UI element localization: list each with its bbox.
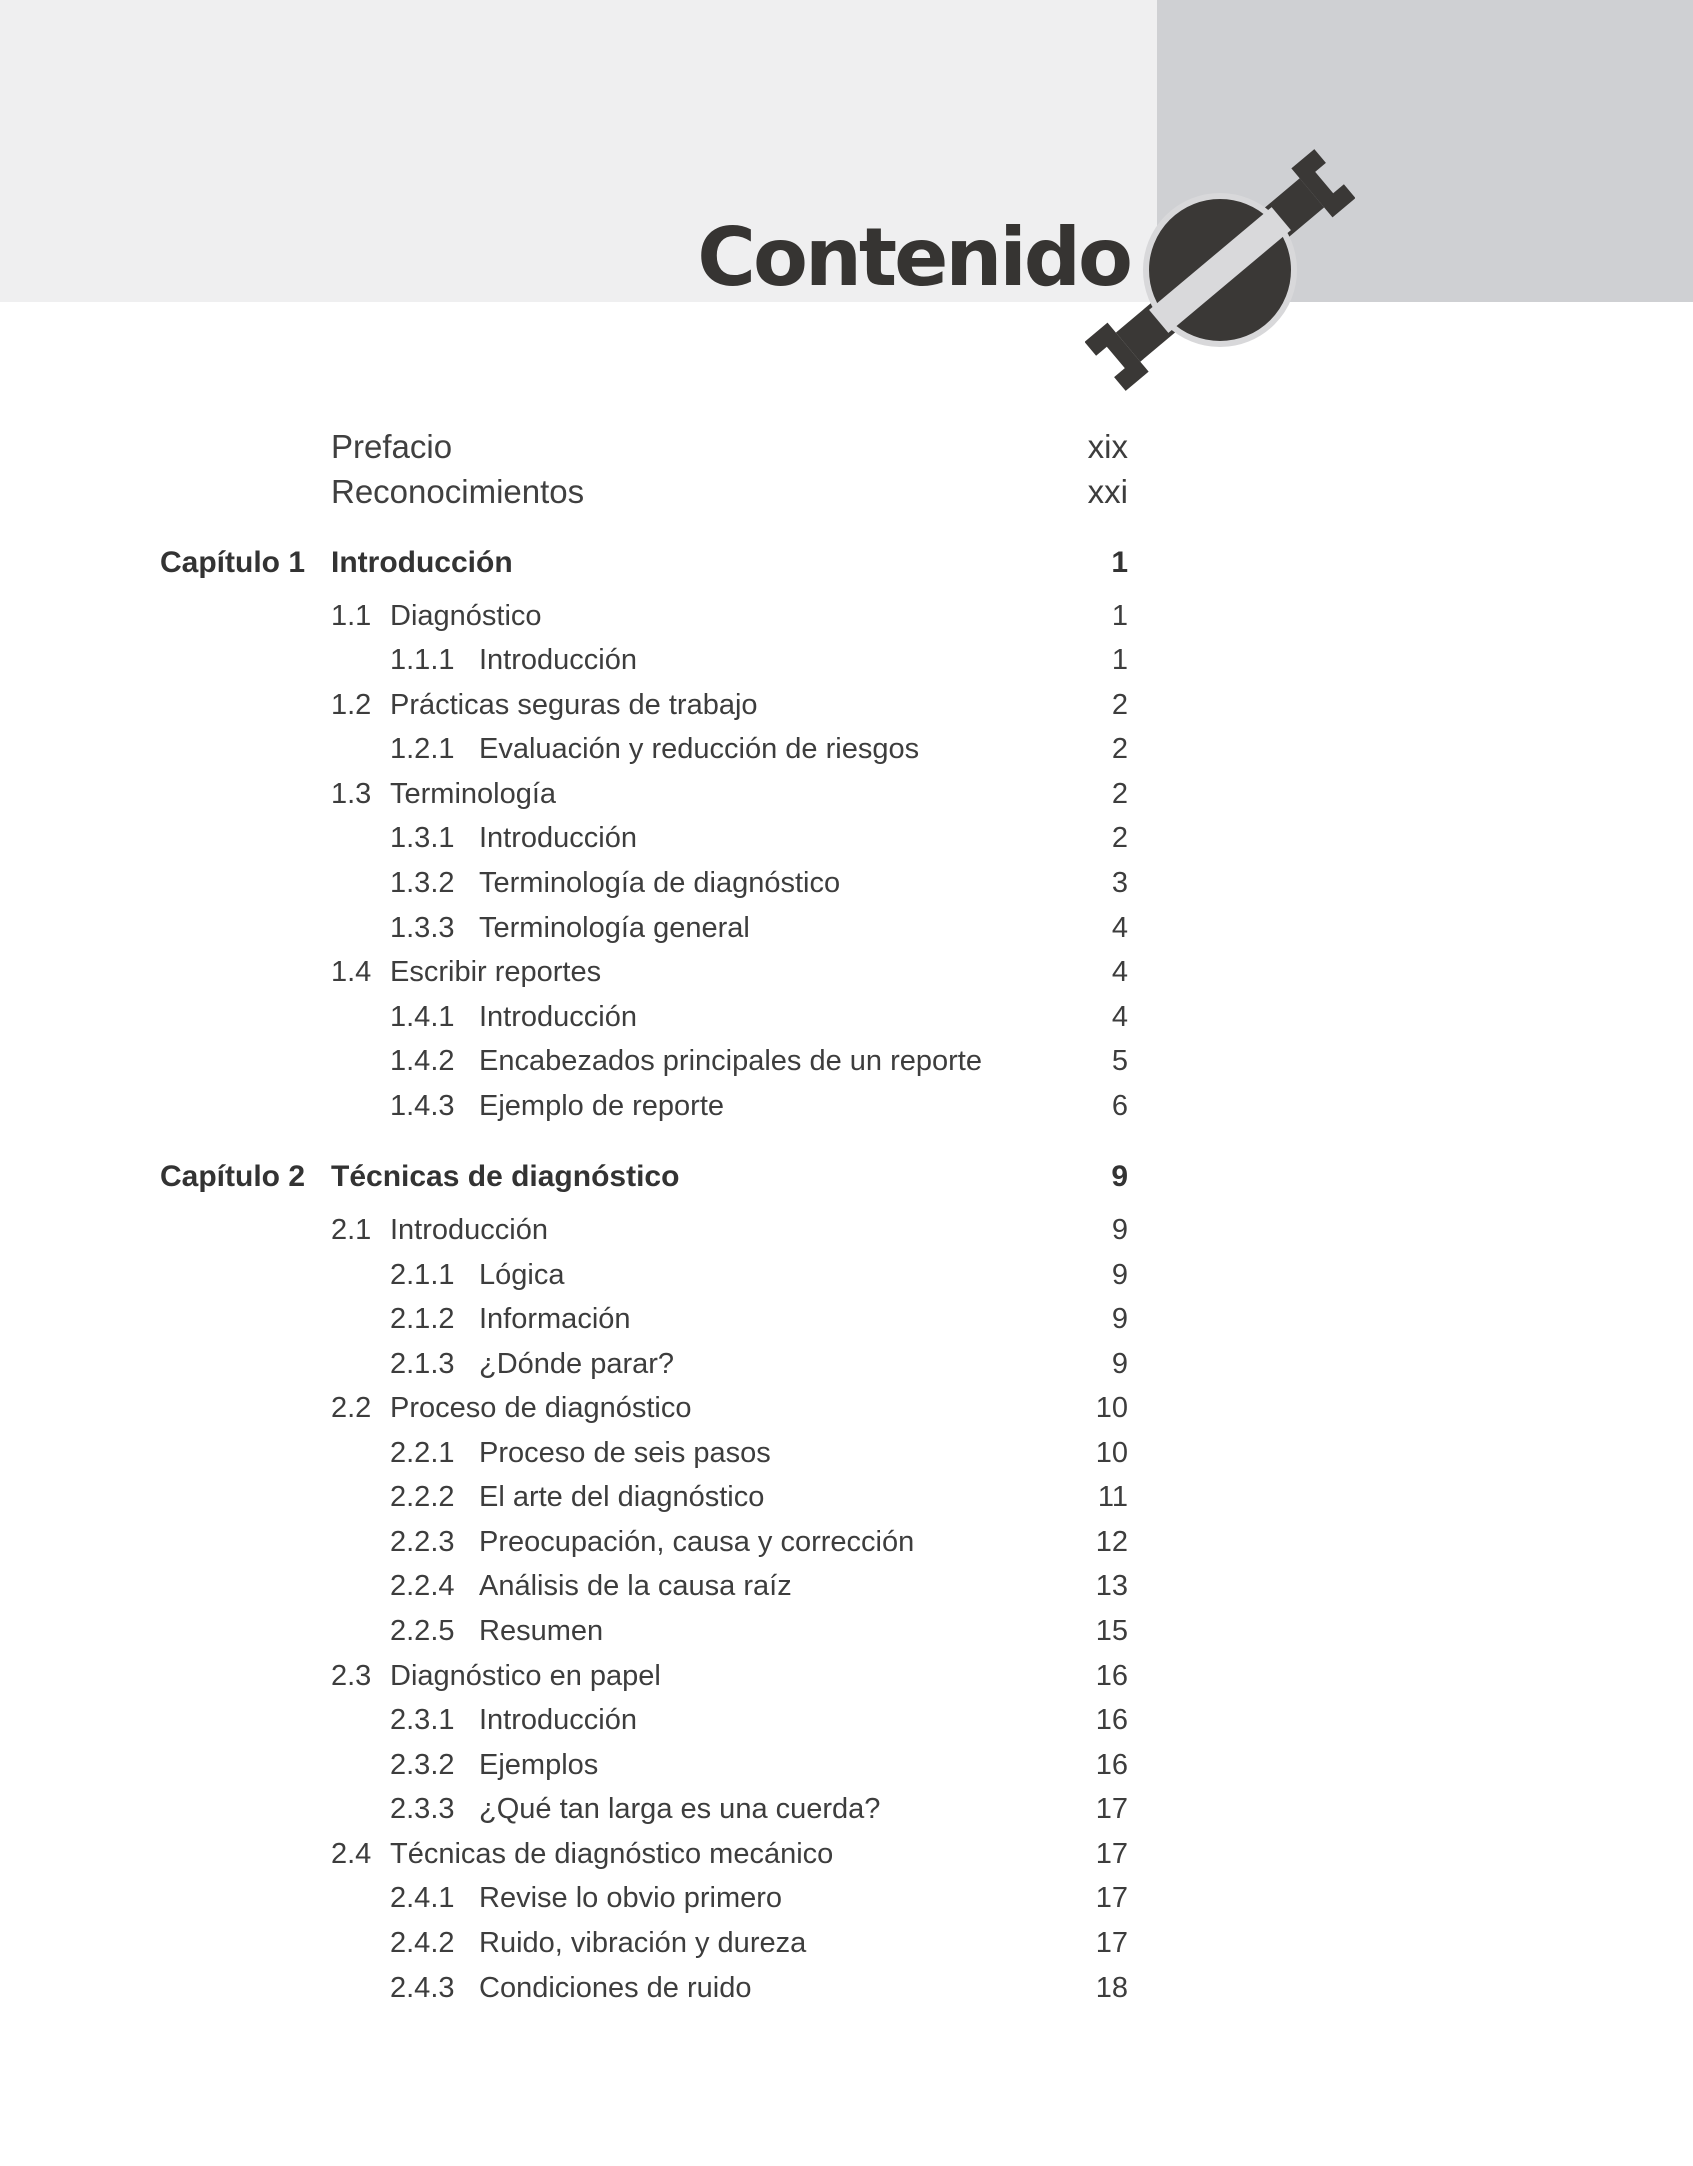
section-number: 1.3	[331, 778, 372, 810]
toc-subsection[interactable]	[0, 861, 1693, 905]
subsection-number: 2.4.2	[390, 1927, 455, 1959]
subsection-title: Resumen	[479, 1615, 604, 1647]
section-title: Diagnóstico en papel	[390, 1660, 661, 1692]
subsection-number: 2.2.1	[390, 1437, 455, 1469]
page-number: 11	[1097, 1481, 1128, 1513]
toc-subsection[interactable]	[0, 1609, 1693, 1653]
subsection-number: 1.1.1	[390, 644, 455, 676]
page-number: 17	[1095, 1882, 1128, 1914]
toc-subsection[interactable]	[0, 727, 1693, 771]
subsection-title: Análisis de la causa raíz	[479, 1570, 792, 1602]
toc-subsection[interactable]	[0, 1564, 1693, 1608]
subsection-title: Encabezados principales de un reporte	[479, 1045, 982, 1077]
subsection-number: 2.2.5	[390, 1615, 455, 1647]
page-number: 9	[1111, 1259, 1128, 1291]
page-number: 6	[1111, 1090, 1128, 1122]
subsection-number: 2.2.2	[390, 1481, 455, 1513]
toc-section[interactable]	[0, 683, 1693, 727]
subsection-number: 1.3.2	[390, 867, 455, 899]
subsection-number: 1.2.1	[390, 733, 455, 765]
page-number: 1	[1111, 546, 1128, 579]
subsection-number: 1.4.3	[390, 1090, 455, 1122]
toc-subsection[interactable]	[0, 1084, 1693, 1128]
subsection-number: 1.3.3	[390, 912, 455, 944]
page-number: 18	[1095, 1972, 1128, 2004]
toc-subsection[interactable]	[0, 1475, 1693, 1519]
page-number: 17	[1095, 1927, 1128, 1959]
toc-chapter-1[interactable]	[0, 541, 1693, 585]
subsection-number: 1.3.1	[390, 822, 455, 854]
subsection-title: ¿Dónde parar?	[479, 1348, 675, 1380]
chapter-title: Técnicas de diagnóstico	[331, 1160, 680, 1193]
toc-subsection[interactable]	[0, 1876, 1693, 1920]
toc-subsection[interactable]	[0, 1431, 1693, 1475]
page-number: 16	[1095, 1660, 1128, 1692]
page-number: 15	[1095, 1615, 1128, 1647]
section-title: Terminología	[390, 778, 557, 810]
page-number: 16	[1095, 1749, 1128, 1781]
subsection-title: Proceso de seis pasos	[479, 1437, 771, 1469]
page-number: 4	[1111, 956, 1128, 988]
page-number: 2	[1111, 733, 1128, 765]
subsection-title: ¿Qué tan larga es una cuerda?	[479, 1793, 881, 1825]
page-number: xxi	[1087, 473, 1128, 510]
toc-section[interactable]	[0, 1654, 1693, 1698]
subsection-number: 2.2.3	[390, 1526, 455, 1558]
section-number: 2.3	[331, 1660, 372, 1692]
page-number: 10	[1095, 1437, 1128, 1469]
section-number: 2.2	[331, 1392, 372, 1424]
subsection-title: Revise lo obvio primero	[479, 1882, 783, 1914]
subsection-number: 2.3.2	[390, 1749, 455, 1781]
subsection-title: Introducción	[479, 1001, 637, 1033]
section-number: 1.4	[331, 956, 372, 988]
section-title: Introducción	[390, 1214, 548, 1246]
subsection-number: 1.4.2	[390, 1045, 455, 1077]
subsection-number: 2.3.3	[390, 1793, 455, 1825]
page-title: Contenido	[697, 211, 1130, 304]
page-number: 1	[1111, 644, 1128, 676]
toc-subsection[interactable]	[0, 1966, 1693, 2010]
section-title: Prácticas seguras de trabajo	[390, 689, 758, 721]
section-number: 1.2	[331, 689, 372, 721]
toc-subsection[interactable]	[0, 1297, 1693, 1341]
section-title: Diagnóstico	[390, 600, 542, 632]
page-number: 4	[1111, 1001, 1128, 1033]
toc-section[interactable]	[0, 772, 1693, 816]
toc-subsection[interactable]	[0, 1520, 1693, 1564]
page-number: 9	[1111, 1214, 1128, 1246]
subsection-title: Terminología general	[479, 912, 750, 944]
toc-subsection[interactable]	[0, 995, 1693, 1039]
page-number: 2	[1111, 822, 1128, 854]
toc-section[interactable]	[0, 1208, 1693, 1252]
toc-subsection[interactable]	[0, 906, 1693, 950]
subsection-number: 2.4.1	[390, 1882, 455, 1914]
subsection-number: 2.2.4	[390, 1570, 455, 1602]
page-number: 9	[1111, 1348, 1128, 1380]
subsection-number: 2.3.1	[390, 1704, 455, 1736]
subsection-title: El arte del diagnóstico	[479, 1481, 765, 1513]
subsection-title: Terminología de diagnóstico	[479, 867, 841, 899]
toc-subsection[interactable]	[0, 1698, 1693, 1742]
page-number: 17	[1095, 1793, 1128, 1825]
toc-subsection[interactable]	[0, 816, 1693, 860]
page-number: 9	[1111, 1303, 1128, 1335]
page-number: 16	[1095, 1704, 1128, 1736]
subsection-title: Ejemplos	[479, 1749, 599, 1781]
page-number: 4	[1111, 912, 1128, 944]
subsection-title: Evaluación y reducción de riesgos	[479, 733, 920, 765]
subsection-number: 2.1.2	[390, 1303, 455, 1335]
entry-title: Prefacio	[331, 428, 453, 465]
page-number: 1	[1111, 600, 1128, 632]
toc-subsection[interactable]	[0, 1743, 1693, 1787]
toc-subsection[interactable]	[0, 1253, 1693, 1297]
page-number: 2	[1111, 778, 1128, 810]
subsection-title: Introducción	[479, 822, 637, 854]
subsection-title: Introducción	[479, 1704, 637, 1736]
toc-subsection[interactable]	[0, 1342, 1693, 1386]
chapter-label: Capítulo 2	[160, 1160, 306, 1193]
section-title: Escribir reportes	[390, 956, 602, 988]
subsection-title: Ejemplo de reporte	[479, 1090, 725, 1122]
subsection-number: 2.4.3	[390, 1972, 455, 2004]
page-number: 13	[1095, 1570, 1128, 1602]
section-number: 2.4	[331, 1838, 372, 1870]
toc-chapter-2[interactable]	[0, 1155, 1693, 1199]
toc-subsection[interactable]	[0, 638, 1693, 682]
section-title: Técnicas de diagnóstico mecánico	[390, 1838, 834, 1870]
subsection-title: Lógica	[479, 1259, 565, 1291]
page-number: 3	[1111, 867, 1128, 899]
chapter-title: Introducción	[331, 546, 513, 579]
entry-title: Reconocimientos	[331, 473, 585, 510]
toc-subsection[interactable]	[0, 1039, 1693, 1083]
page-number: 5	[1111, 1045, 1128, 1077]
page-number: 2	[1111, 689, 1128, 721]
section-number: 2.1	[331, 1214, 372, 1246]
subsection-number: 2.1.3	[390, 1348, 455, 1380]
toc-section[interactable]	[0, 594, 1693, 638]
subsection-title: Introducción	[479, 644, 637, 676]
page-number: xix	[1087, 428, 1128, 465]
toc-subsection[interactable]	[0, 1787, 1693, 1831]
page-number: 10	[1095, 1392, 1128, 1424]
toc-section[interactable]	[0, 1832, 1693, 1876]
page-number: 12	[1095, 1526, 1128, 1558]
subsection-number: 1.4.1	[390, 1001, 455, 1033]
chapter-label: Capítulo 1	[160, 546, 306, 579]
section-number: 1.1	[331, 600, 372, 632]
subsection-number: 2.1.1	[390, 1259, 455, 1291]
subsection-title: Condiciones de ruido	[479, 1972, 752, 2004]
subsection-title: Ruido, vibración y dureza	[479, 1927, 807, 1959]
page-number: 9	[1111, 1160, 1128, 1193]
section-title: Proceso de diagnóstico	[390, 1392, 692, 1424]
toc-section[interactable]	[0, 1386, 1693, 1430]
toc-entry-prefacio[interactable]	[0, 425, 1693, 469]
subsection-title: Preocupación, causa y corrección	[479, 1526, 915, 1558]
toc-subsection[interactable]	[0, 1921, 1693, 1965]
page-number: 17	[1095, 1838, 1128, 1870]
toc-entry-reconocimientos[interactable]	[0, 470, 1693, 514]
subsection-title: Información	[479, 1303, 631, 1335]
toc-section[interactable]	[0, 950, 1693, 994]
